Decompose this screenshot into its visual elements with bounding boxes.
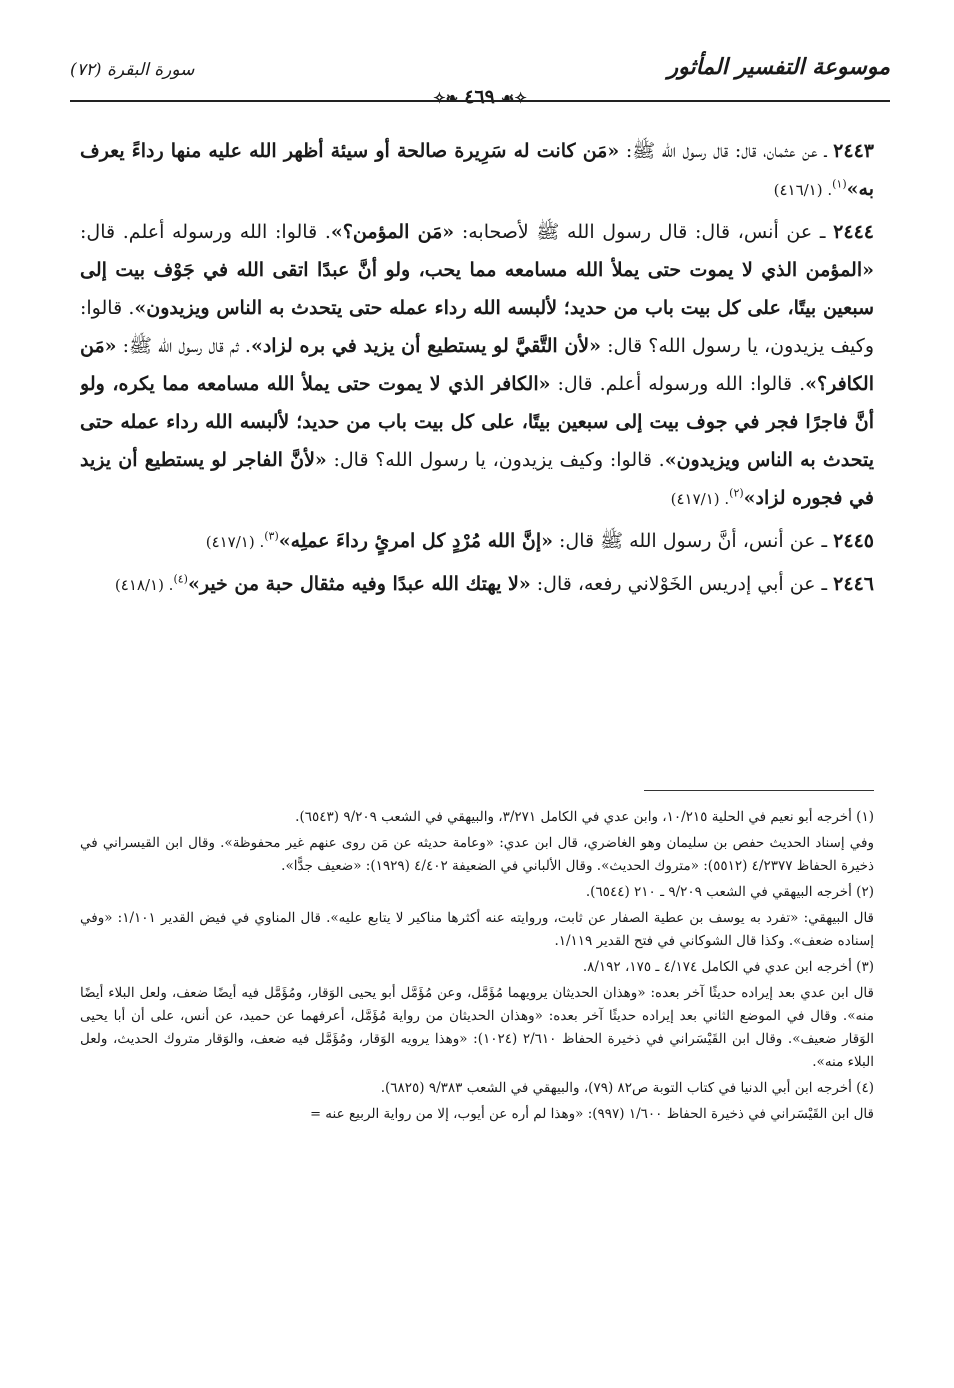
hadith-text: «المؤمن الذي لا يموت حتى يملأ الله مسامعه مما يحب، ولو أنَّ عبدًا اتقى الله في جَوْف بيت إلى سبعين بيتًا، على كل بيت باب من حديد؛ لألبسه الله رداء عمله حتى يتحدث به الناس ويزيدون» [80,259,874,319]
continuation-mark: = [310,1107,321,1122]
entry-narration: . ثم قال رسول الله ﷺ: [122,335,251,357]
ornament-left-icon: ✧❧ [433,89,459,107]
footnote-marker: (٤) [173,572,188,586]
hadith-text: «لأن التَّقيَّ لو يستطيع أن يزيد في بره لزاد» [250,335,602,357]
footnotes [80,806,874,1336]
footnote: وفي إسناد الحديث حفص بن سليمان وهو الغاضري، قال ابن عدي: «وعامة حديثه عن مَن روى عنهم غير محفوظة». وقال ابن القيسراني في ذخيرة الحفاظ ٤/٢٣٧٧ (٥٥١٢): «متروك الحديث». وقال الألباني في الضعيفة ٤/٤٠٢ (١٩٢٩): «ضعيف جدًّا». [80,835,874,874]
entry-intro: ـ عن عثمان، قال: قال رسول الله ﷺ: [625,140,827,162]
hadith-text: «مَن كانت له سَرِيرة صالحة أو سيئة أظهر الله عليه منها رداءً يعرف به» [80,140,874,200]
footnote-continued: قال ابن القَيْسَراني في ذخيرة الحفاظ ١/٦٠٠ (٩٩٧): «وهذا لم أره عن أيوب، إلا من رواية الربيع عنه = [310,1106,874,1122]
footnote: (٤) أخرجه ابن أبي الدنيا في كتاب التوبة ص٨٢ (٧٩)، والبيهقي في الشعب ٩/٣٨٣ (٦٨٢٥). [380,1080,874,1096]
footnote: (٢) أخرجه البيهقي في الشعب ٩/٢٠٩ ـ ٢١٠ (٦٥٤٤). [585,884,874,900]
source-ref: . (٤١٧/١) [205,533,265,551]
entry-narration: . قالوا: الله ورسوله أعلم. قال: [80,221,331,243]
source-ref: . (٤١٦/١) [773,181,833,199]
hadith-text: «إنَّ الله مُرْدٍ كل امرئٍ رداءَ عملِه» [278,530,553,552]
entry-number: ٢٤٤٣ [833,140,874,162]
entry-narration: . قالوا: وكيف يزيدون، يا رسول الله؟ قال: [333,449,665,471]
source-ref: . (٤١٨/١) [114,576,174,594]
hadith-text: «مَن الكافر؟» [80,335,874,395]
hadith-text: «لا يهتك الله عبدًا وفيه مثقال حبة من خير» [187,573,531,595]
page-header [70,52,890,108]
ornament-right-icon: ☙✧ [500,89,527,107]
entry-number: ٢٤٤٥ [833,530,874,552]
entry-intro: ـ عن أنس، قال: قال رسول الله ﷺ لأصحابه: [461,221,826,243]
entry-narration: . قالوا: وكيف يزيدون، يا رسول الله؟ قال: [80,297,874,357]
entry-intro: ـ عن أبي إدريس الخَوْلاني رفعه، قال: [536,573,828,595]
footnote: (٣) أخرجه ابن عدي في الكامل ٤/١٧٤ ـ ١٧٥، ٨/١٩٢. [582,959,874,975]
main-text [80,132,874,772]
hadith-entry [80,565,874,604]
hadith-text: «لأنَّ الفاجر لو يستطيع أن يزيد في فجوره لزاد» [80,449,874,509]
entry-narration: . قالوا: الله ورسوله أعلم. قال: [557,373,806,395]
entry-number: ٢٤٤٤ [833,221,874,243]
footnote: (١) أخرجه أبو نعيم في الحلية ١٠/٢١٥، وابن عدي في الكامل ٣/٢٧١، والبيهقي في الشعب ٩/٢٠٩ (٦٥٤٣). [295,809,874,825]
entry-number: ٢٤٤٦ [833,573,874,595]
footnote-marker: (٣) [264,529,279,543]
hadith-text: «مَن المؤمن؟» [330,221,455,243]
footnote: قال البيهقي: «تفرد به يوسف بن عطية الصفار عن ثابت، وروايته عنه أكثرها مناكير لا يتابع عليه». قال المناوي في فيض القدير ١/١٠١: «وفي إسناده ضعف». وكذا قال الشوكاني في فتح القدير ١/١١٩. [80,910,874,949]
source-ref: . (٤١٧/١) [670,490,730,508]
footnote-separator [644,790,874,791]
book-title: موسوعة التفسير المأثور [667,54,890,80]
hadith-entry [80,132,874,209]
hadith-entry [80,213,874,518]
hadith-text: «الكافر الذي لا يموت حتى يملأ الله مسامعه مما يكره، ولو أنَّ فاجرًا فجر في جوف بيت إلى سبعين بيتًا، على كل بيت باب من حديد؛ لألبسه الله رداء عمله حتى يتحدث به الناس ويزيدون» [80,373,874,471]
footnote-marker: (١) [832,177,847,191]
header-rule [70,100,890,102]
entry-intro: ـ عن أنس، أنَّ رسول الله ﷺ قال: [559,530,828,552]
page-number: ✧❧ ٤٦٩ ☙✧ [427,86,533,108]
footnote: قال ابن عدي بعد إيراده حديثًا آخر بعده: «وهذان الحديثان يرويهما مُؤَمَّل، وعن مُؤَمَّل أبو يحيى الوَقار، ومُؤَمَّل فيه أيضًا ضعف، ولعل البلاء أيضًا منه». وقال في الموضع الثاني بعد إيراده حديثًا آخر بعده: «وهذان الحديثان من رواية مُؤَمَّل، أعرفهما عن حميد، عن أنس، على أن أبا يحيى الوَقار ضعيف». وقال ابن القَيْسَراني في ذخيرة الحفاظ ٢/٦١٠ (١٠٢٤): «وهذا يرويه الوَقار، ومُؤَمَّل فيه ضعف، والوَقار متروك الحديث، ولعل البلاء منه». [80,985,874,1070]
hadith-entry [80,522,874,561]
footnote-marker: (٢) [729,486,744,500]
surah-title: سورة البقرة (٧٢) [70,60,195,80]
